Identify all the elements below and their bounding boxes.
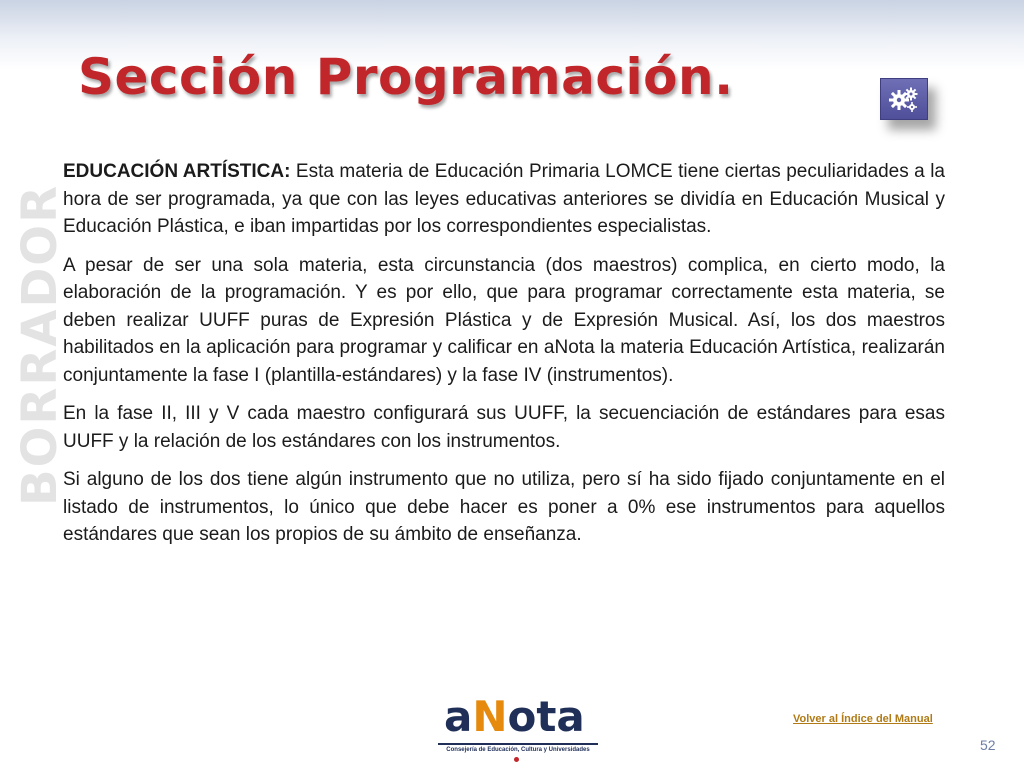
paragraph-1-lead: EDUCACIÓN ARTÍSTICA: bbox=[63, 161, 291, 182]
paragraph-1 bbox=[63, 158, 945, 241]
logo-subtitle: Consejería de Educación, Cultura y Universidades bbox=[438, 743, 598, 753]
draft-watermark: BORRADOR bbox=[12, 183, 68, 506]
paragraph-2: A pesar de ser una sola materia, esta circunstancia (dos maestros) complica, en cierto modo, la elaboración de la programación. Y es por ello, que para programar correctamente esta materia, se deben realizar UUFF puras de Expresión Plástica y de Expresión Musical. Así, los dos maestros habilitados en la aplicación para programar y calificar en aNota la materia Educación Artística, realizarán conjuntamente la fase I (plantilla-estándares) y la fase IV (instrumentos). bbox=[63, 254, 945, 386]
paragraph-4: Si alguno de los dos tiene algún instrumento que no utiliza, pero sí ha sido fijado conjuntamente en el listado de instrumentos, lo único que debe hacer es poner a 0% ese instrumentos para aquellos estándares que sean los propios de su ámbito de enseñanza. bbox=[63, 469, 945, 545]
paragraph-1-text: Esta materia de Educación Primaria LOMCE tiene ciertas peculiaridades a la hora de ser programada, ya que con las leyes educativas anteriores se dividía en Educación Musical y Educación Plástica, e iban impartidas por los correspondientes especialistas. bbox=[63, 161, 945, 237]
logo-emblem-icon bbox=[514, 757, 519, 762]
settings-gears-icon bbox=[880, 78, 928, 120]
paragraph-3: En la fase II, III y V cada maestro configurará sus UUFF, la secuenciación de estándares para esas UUFF y la relación de los estándares con los instrumentos. bbox=[63, 403, 945, 452]
logo-wordmark: aNota bbox=[444, 692, 585, 741]
anota-logo bbox=[438, 692, 598, 762]
slide-body bbox=[63, 158, 945, 560]
back-to-index-link[interactable]: Volver al Índice del Manual bbox=[793, 713, 933, 725]
page-number: 52 bbox=[980, 737, 996, 753]
slide-title: Sección Programación. bbox=[78, 48, 734, 106]
